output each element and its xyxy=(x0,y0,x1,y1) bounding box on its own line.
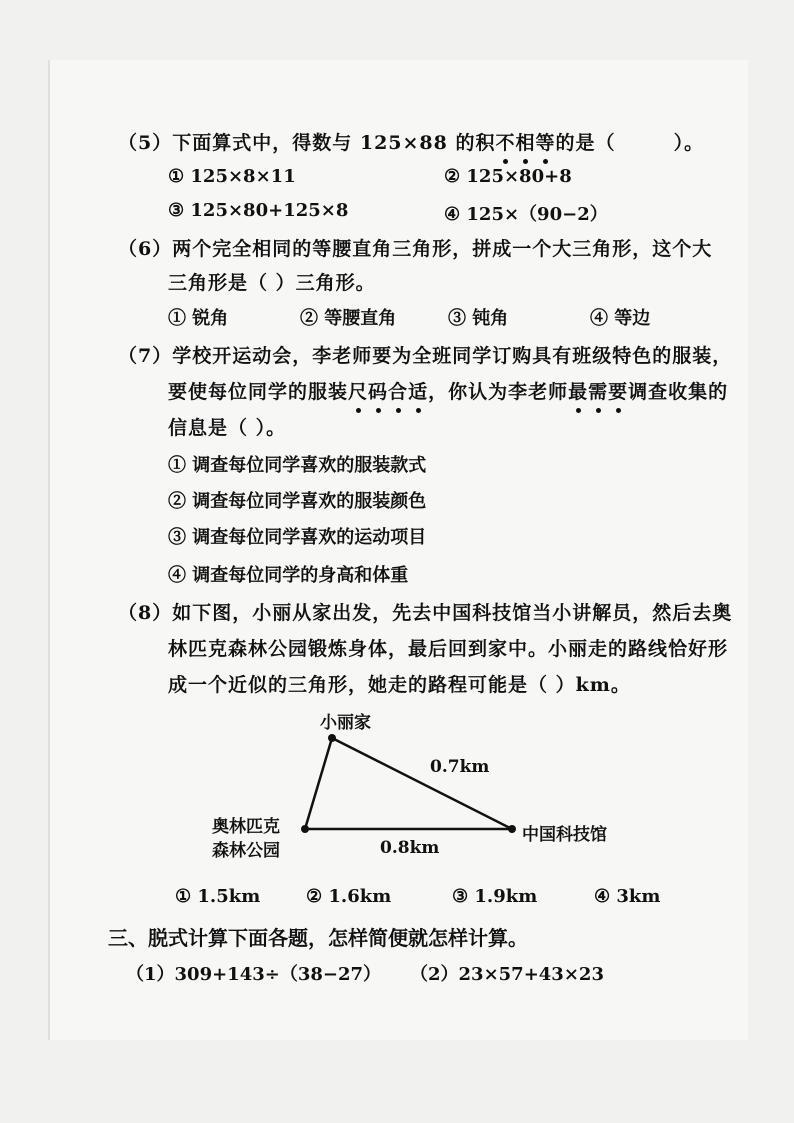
distance-label-park-museum: 0.8km xyxy=(380,838,440,858)
option-1: ① 调查每位同学喜欢的服装款式 xyxy=(168,455,427,476)
question-text: 如下图，小丽从家出发，先去中国科技馆当小讲解员，然后去奥 xyxy=(172,602,733,624)
question-number: （5） xyxy=(118,132,173,154)
option-4: ④ 调查每位同学的身高和体重 xyxy=(168,565,409,586)
home-point xyxy=(328,734,336,742)
emphasis-char: 最 xyxy=(568,377,588,404)
option-3: ③ 调查每位同学喜欢的运动项目 xyxy=(168,527,427,548)
section-3-title: 三、脱式计算下面各题，怎样简便就怎样计算。 xyxy=(108,926,528,950)
option-1: ① 锐角 xyxy=(168,308,229,329)
emphasis-char: 不 xyxy=(496,128,516,155)
edge-home-museum xyxy=(332,738,512,829)
option-1: ① 1.5km xyxy=(175,886,261,907)
emphasis-char: 相 xyxy=(516,128,536,155)
option-4: ④ 125×（90−2） xyxy=(444,204,608,225)
option-2: ② 调查每位同学喜欢的服装颜色 xyxy=(168,491,427,512)
park-point xyxy=(301,825,309,833)
option-4: ④ 等边 xyxy=(590,308,651,329)
question-text: 学校开运动会，李老师要为全班同学订购具有班级特色的服装， xyxy=(172,345,733,367)
question-number: （8） xyxy=(118,602,173,624)
calc-item-1: （1）309+143÷（38−27） xyxy=(126,964,382,985)
emphasis-char: 码 xyxy=(368,377,388,404)
calc-item-2: （2）23×57+43×23 xyxy=(410,964,604,985)
question-text: 调查收集的 xyxy=(628,381,729,403)
question-text: 要使每位同学的服装 xyxy=(168,381,349,403)
option-2: ② 1.6km xyxy=(306,886,392,907)
museum-point xyxy=(508,825,516,833)
emphasis-char: 尺 xyxy=(348,377,368,404)
emphasis-char: 适 xyxy=(408,377,428,404)
question-text: ）。 xyxy=(673,132,705,154)
question-text: 两个完全相同的等腰直角三角形，拼成一个大三角形，这个大 xyxy=(172,238,713,260)
park-label-line2: 森林公园 xyxy=(212,841,280,861)
option-2: ② 125×80+8 xyxy=(444,166,572,187)
emphasis-char: 合 xyxy=(388,377,408,404)
museum-label: 中国科技馆 xyxy=(522,825,607,845)
question-7-line3: 信息是（ ）。 xyxy=(168,417,287,439)
emphasis-char: 等 xyxy=(536,128,556,155)
option-3: ③ 1.9km xyxy=(452,886,538,907)
option-4: ④ 3km xyxy=(594,886,661,907)
question-8-line2: 林匹克森林公园锻炼身体，最后回到家中。小丽走的路线恰好形 xyxy=(168,638,729,660)
question-number: （6） xyxy=(118,238,173,260)
home-label: 小丽家 xyxy=(320,713,371,733)
question-6-line2: 三角形是（ ）三角形。 xyxy=(168,272,376,294)
option-3: ③ 125×80+125×8 xyxy=(168,200,349,221)
park-label-line1: 奥林匹克 xyxy=(212,817,280,837)
question-text: 下面算式中，得数与 125×88 的积 xyxy=(172,132,496,154)
question-8-line3: 成一个近似的三角形，她走的路程可能是（ ）km。 xyxy=(168,674,631,696)
emphasis-char: 要 xyxy=(608,377,628,404)
question-number: （7） xyxy=(118,345,173,367)
option-2: ② 等腰直角 xyxy=(300,308,397,329)
option-1: ① 125×8×11 xyxy=(168,166,296,187)
option-3: ③ 钝角 xyxy=(448,308,509,329)
question-text: ，你认为李老师 xyxy=(428,381,569,403)
edge-home-park xyxy=(305,738,332,829)
distance-label-home-museum: 0.7km xyxy=(430,757,490,777)
question-text: 的是（ xyxy=(555,132,616,154)
emphasis-char: 需 xyxy=(588,377,608,404)
